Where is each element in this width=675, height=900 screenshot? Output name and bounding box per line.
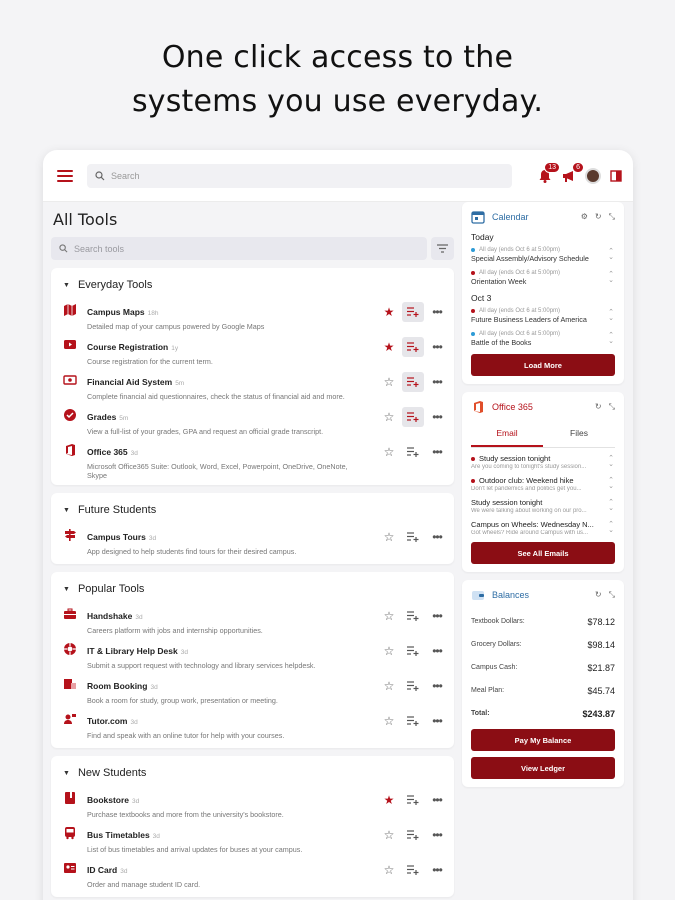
balance-row — [471, 656, 615, 679]
office-icon — [471, 400, 485, 414]
expand-chevron-icon[interactable]: ⌃ ⌄ — [608, 332, 614, 345]
tools-search-placeholder: Search tools — [74, 243, 125, 254]
add-to-list-button[interactable] — [402, 711, 424, 731]
playlist-add-icon — [407, 681, 419, 691]
tool-name[interactable]: Handshake — [87, 611, 133, 621]
playlist-add-icon — [407, 865, 419, 875]
star-outline-icon[interactable]: ☆ — [383, 375, 395, 389]
star-filled-icon[interactable]: ★ — [383, 793, 395, 807]
star-outline-icon[interactable]: ☆ — [383, 714, 395, 728]
email-subject: Study session tonight — [471, 498, 543, 507]
tool-row[interactable] — [63, 674, 444, 708]
section-header[interactable] — [63, 499, 444, 521]
add-to-list-button[interactable] — [402, 407, 424, 427]
balance-row — [471, 679, 615, 702]
add-to-list-button[interactable] — [402, 676, 424, 696]
playlist-add-icon — [407, 646, 419, 656]
playlist-add-icon — [407, 377, 419, 387]
section-title: New Students — [77, 767, 147, 779]
section-header[interactable] — [63, 274, 444, 296]
star-outline-icon[interactable]: ☆ — [383, 644, 395, 658]
tool-row[interactable] — [63, 300, 444, 334]
tool-age: 1y — [171, 345, 179, 352]
event-color-dot — [471, 332, 475, 336]
messages-button[interactable] — [561, 163, 580, 184]
tools-search-input[interactable] — [51, 237, 427, 260]
tool-description: Microsoft Office365 Suite: Outlook, Word, Excel, Powerpoint, OneDrive, OneNote, Skype — [87, 462, 348, 480]
expand-chevron-icon[interactable]: ⌃ ⌄ — [608, 455, 614, 468]
tool-name[interactable]: Bus Timetables — [87, 830, 150, 840]
event-color-dot — [471, 271, 475, 275]
balance-label: Campus Cash: — [471, 664, 518, 671]
more-options-icon[interactable]: ••• — [432, 679, 442, 693]
add-to-list-button[interactable] — [402, 825, 424, 845]
tool-age: 3d — [152, 833, 160, 840]
balance-row — [471, 633, 615, 656]
see-all-emails-button[interactable]: See All Emails — [471, 542, 615, 564]
tool-age: 5m — [119, 415, 129, 422]
expand-chevron-icon[interactable]: ⌃ ⌄ — [608, 309, 614, 322]
tool-age: 3d — [130, 450, 138, 457]
tab-files[interactable]: Files — [570, 428, 588, 438]
app-window — [43, 150, 633, 900]
playlist-add-icon — [407, 532, 419, 542]
event-color-dot — [471, 309, 475, 313]
star-outline-icon[interactable]: ☆ — [383, 530, 395, 544]
tab-email[interactable]: Email — [471, 422, 543, 447]
tool-description: Order and manage student ID card. — [87, 880, 201, 889]
tool-name[interactable]: ID Card — [87, 865, 118, 875]
tool-description: View a full-list of your grades, GPA and request an official grade transcript. — [87, 427, 324, 436]
book-icon — [63, 791, 77, 805]
tool-description: Find and speak with an online tutor for help with your courses. — [87, 731, 285, 740]
collapse-icon[interactable]: ⤡ — [608, 402, 615, 411]
more-options-icon[interactable]: ••• — [432, 410, 442, 424]
playlist-add-icon — [407, 447, 419, 457]
office365-card — [462, 392, 624, 572]
email-item[interactable] — [471, 476, 615, 492]
global-search-input[interactable] — [87, 164, 512, 188]
tool-description: Submit a support request with technology and library services helpdesk. — [87, 661, 316, 670]
tool-age: 3d — [148, 535, 157, 542]
tool-description: Complete financial aid questionnaires, check the status of financial aid and more. — [87, 392, 345, 401]
section-header[interactable] — [63, 578, 444, 600]
tool-description: App designed to help students find tours for their desired campus. — [87, 547, 297, 556]
add-to-list-button[interactable] — [402, 606, 424, 626]
section-title: Popular Tools — [77, 583, 145, 595]
email-snippet: Don't let pandemics and politics get you... — [471, 486, 582, 492]
tool-name[interactable]: IT & Library Help Desk — [87, 646, 178, 656]
tool-age: 3d — [135, 614, 143, 621]
more-options-icon[interactable]: ••• — [432, 375, 442, 389]
office365-title: Office 365 — [492, 402, 533, 412]
calendar-event[interactable] — [471, 247, 615, 263]
more-options-icon[interactable]: ••• — [432, 863, 442, 877]
expand-chevron-icon[interactable]: ⌃ ⌄ — [608, 248, 614, 261]
widgets-panel — [462, 202, 624, 795]
add-to-list-button[interactable] — [402, 442, 424, 462]
balance-label: Meal Plan: — [471, 687, 505, 694]
search-icon — [59, 244, 68, 253]
headline-line-1: One click access to the — [161, 40, 514, 75]
tool-name[interactable]: Financial Aid System — [87, 377, 173, 387]
tool-description: Purchase textbooks and more from the university's bookstore. — [87, 810, 284, 819]
load-more-button[interactable]: Load More — [471, 354, 615, 376]
notifications-button[interactable] — [537, 163, 556, 184]
map-icon — [63, 303, 77, 317]
email-item[interactable] — [471, 498, 615, 514]
collapse-icon[interactable]: ⤡ — [608, 212, 615, 221]
event-meta: All day (ends Oct 6 at 5:00pm) — [479, 331, 561, 337]
tool-row[interactable] — [63, 709, 444, 743]
top-bar — [43, 150, 633, 202]
lifebuoy-icon — [63, 642, 77, 656]
tool-description: Book a room for study, group work, presentation or meeting. — [87, 696, 278, 705]
logout-icon[interactable] — [609, 169, 623, 183]
headline — [0, 36, 675, 124]
star-outline-icon[interactable]: ☆ — [383, 679, 395, 693]
notifications-badge: 13 — [544, 162, 560, 173]
office-icon — [63, 443, 77, 457]
email-snippet: We were talking about working on our pro... — [471, 508, 587, 514]
tool-row[interactable] — [63, 788, 444, 822]
tool-age: 3d — [132, 798, 140, 805]
tool-row[interactable] — [63, 525, 444, 559]
balance-amount: $98.14 — [587, 639, 615, 650]
email-subject: Study session tonight — [479, 454, 551, 463]
page-title: All Tools — [53, 210, 118, 229]
balance-amount: $45.74 — [587, 685, 615, 696]
calendar-event[interactable] — [471, 270, 615, 286]
tool-description: Course registration for the current term. — [87, 357, 213, 366]
more-options-icon[interactable]: ••• — [432, 609, 442, 623]
tool-age: 18h — [147, 310, 159, 317]
room-icon — [63, 677, 77, 691]
calendar-day-label: Today — [471, 232, 494, 242]
more-options-icon[interactable]: ••• — [432, 828, 442, 842]
filter-icon — [437, 244, 448, 253]
balance-amount: $78.12 — [587, 616, 615, 627]
more-options-icon[interactable]: ••• — [432, 305, 442, 319]
balances-title: Balances — [492, 590, 530, 600]
star-filled-icon[interactable]: ★ — [383, 305, 395, 319]
tool-description: Detailed map of your campus powered by Google Maps — [87, 322, 265, 331]
tool-section — [51, 572, 454, 748]
expand-chevron-icon[interactable]: ⌃ ⌄ — [608, 499, 614, 512]
playlist-add-icon — [407, 307, 419, 317]
star-outline-icon[interactable]: ☆ — [383, 609, 395, 623]
tool-name[interactable]: Bookstore — [87, 795, 130, 805]
tool-sections — [51, 268, 454, 897]
content-area — [43, 202, 633, 900]
collapse-icon[interactable]: ⤡ — [608, 590, 615, 599]
tool-row[interactable] — [63, 604, 444, 638]
email-item[interactable] — [471, 454, 615, 470]
tool-name[interactable]: Campus Tours — [87, 532, 146, 542]
refresh-icon[interactable]: ↻ — [594, 402, 602, 411]
playlist-add-icon — [407, 611, 419, 621]
email-subject: Campus on Wheels: Wednesday N... — [471, 520, 594, 529]
playlist-add-icon — [407, 795, 419, 805]
wallet-icon — [471, 588, 485, 602]
tool-age: 3d — [130, 719, 138, 726]
calendar-event[interactable] — [471, 308, 615, 324]
star-outline-icon[interactable]: ☆ — [383, 445, 395, 459]
tool-section — [51, 268, 454, 485]
email-snippet: Are you coming to tonight's study session... — [471, 464, 587, 470]
messages-badge: 6 — [572, 162, 584, 173]
tool-row[interactable] — [63, 335, 444, 369]
balance-row — [471, 610, 615, 633]
tool-description: List of bus timetables and arrival updates for buses at your campus. — [87, 845, 303, 854]
add-to-list-button[interactable] — [402, 527, 424, 547]
playlist-add-icon — [407, 342, 419, 352]
section-title: Everyday Tools — [77, 279, 153, 291]
playlist-add-icon — [407, 830, 419, 840]
star-outline-icon[interactable]: ☆ — [383, 828, 395, 842]
more-options-icon[interactable]: ••• — [432, 714, 442, 728]
add-to-list-button[interactable] — [402, 302, 424, 322]
add-to-list-button[interactable] — [402, 641, 424, 661]
calendar-card — [462, 202, 624, 384]
pay-balance-button[interactable]: Pay My Balance — [471, 729, 615, 751]
event-title: Battle of the Books — [471, 338, 532, 347]
calendar-title: Calendar — [492, 212, 529, 222]
star-outline-icon[interactable]: ☆ — [383, 410, 395, 424]
add-to-list-button[interactable] — [402, 372, 424, 392]
section-title: Future Students — [77, 504, 157, 516]
expand-chevron-icon[interactable]: ⌃ ⌄ — [608, 521, 614, 534]
tool-name[interactable]: Campus Maps — [87, 307, 145, 317]
calendar-icon — [471, 210, 485, 224]
unread-dot — [471, 479, 475, 483]
headline-line-2: systems you use everyday. — [131, 84, 544, 119]
search-placeholder: Search — [111, 170, 140, 181]
add-to-list-button[interactable] — [402, 790, 424, 810]
chevron-down-icon[interactable]: ▼ — [63, 585, 70, 593]
event-color-dot — [471, 248, 475, 252]
tool-age: 3d — [180, 649, 188, 656]
tool-name[interactable]: Tutor.com — [87, 716, 128, 726]
more-options-icon[interactable]: ••• — [432, 445, 442, 459]
balance-total-label: Total: — [471, 710, 490, 717]
section-header[interactable] — [63, 762, 444, 784]
screen-icon — [63, 338, 77, 352]
event-meta: All day (ends Oct 6 at 5:00pm) — [479, 270, 561, 276]
tool-section — [51, 493, 454, 564]
tool-name[interactable]: Grades — [87, 412, 117, 422]
menu-icon[interactable] — [57, 170, 73, 182]
tool-name[interactable]: Office 365 — [87, 447, 128, 457]
tool-name[interactable]: Room Booking — [87, 681, 148, 691]
id-card-icon — [63, 861, 77, 875]
chevron-down-icon[interactable]: ▼ — [63, 769, 70, 777]
balance-label: Textbook Dollars: — [471, 618, 525, 625]
chevron-down-icon[interactable]: ▼ — [63, 506, 70, 514]
tool-row[interactable] — [63, 639, 444, 673]
tool-age: 3d — [120, 868, 128, 875]
playlist-add-icon — [407, 412, 419, 422]
expand-chevron-icon[interactable]: ⌃ ⌄ — [608, 271, 614, 284]
tool-description: Careers platform with jobs and internship opportunities. — [87, 626, 263, 635]
tool-age: 3d — [150, 684, 158, 691]
event-title: Future Business Leaders of America — [471, 315, 587, 324]
more-options-icon[interactable]: ••• — [432, 644, 442, 658]
tool-row[interactable] — [63, 370, 444, 404]
email-subject: Outdoor club: Weekend hike — [479, 476, 574, 485]
tool-row[interactable] — [63, 440, 444, 480]
avatar[interactable] — [585, 168, 601, 184]
briefcase-icon — [63, 607, 77, 621]
check-circle-icon — [63, 408, 77, 422]
expand-chevron-icon[interactable]: ⌃ ⌄ — [608, 477, 614, 490]
more-options-icon[interactable]: ••• — [432, 340, 442, 354]
calendar-day-label: Oct 3 — [471, 293, 492, 303]
settings-icon[interactable]: ⚙ — [580, 212, 588, 221]
star-filled-icon[interactable]: ★ — [383, 340, 395, 354]
unread-dot — [471, 457, 475, 461]
signpost-icon — [63, 528, 77, 542]
playlist-add-icon — [407, 716, 419, 726]
search-icon — [95, 171, 105, 181]
bus-icon — [63, 826, 77, 840]
more-options-icon[interactable]: ••• — [432, 530, 442, 544]
balances-card — [462, 580, 624, 787]
star-outline-icon[interactable]: ☆ — [383, 863, 395, 877]
tool-name[interactable]: Course Registration — [87, 342, 169, 352]
balance-amount: $21.87 — [587, 662, 615, 673]
chevron-down-icon[interactable]: ▼ — [63, 281, 70, 289]
event-meta: All day (ends Oct 6 at 5:00pm) — [479, 247, 561, 253]
email-item[interactable] — [471, 520, 615, 536]
tutor-icon — [63, 712, 77, 726]
tool-age: 5m — [175, 380, 185, 387]
balance-total-row — [471, 702, 615, 725]
event-title: Special Assembly/Advisory Schedule — [471, 254, 589, 263]
tool-row[interactable] — [63, 823, 444, 857]
add-to-list-button[interactable] — [402, 337, 424, 357]
calendar-event[interactable] — [471, 331, 615, 347]
filter-button[interactable] — [431, 237, 454, 260]
refresh-icon[interactable]: ↻ — [594, 212, 602, 221]
tool-section — [51, 756, 454, 897]
email-snippet: Got wheels? Ride around Campus with us... — [471, 530, 589, 536]
tool-row[interactable] — [63, 858, 444, 892]
more-options-icon[interactable]: ••• — [432, 793, 442, 807]
view-ledger-button[interactable]: View Ledger — [471, 757, 615, 779]
event-meta: All day (ends Oct 6 at 5:00pm) — [479, 308, 561, 314]
tool-row[interactable] — [63, 405, 444, 439]
tools-panel — [51, 202, 454, 900]
event-title: Orientation Week — [471, 277, 527, 286]
balance-total-amount: $243.87 — [582, 708, 615, 719]
refresh-icon[interactable]: ↻ — [594, 590, 602, 599]
balance-label: Grocery Dollars: — [471, 641, 522, 648]
money-icon — [63, 373, 77, 387]
add-to-list-button[interactable] — [402, 860, 424, 880]
